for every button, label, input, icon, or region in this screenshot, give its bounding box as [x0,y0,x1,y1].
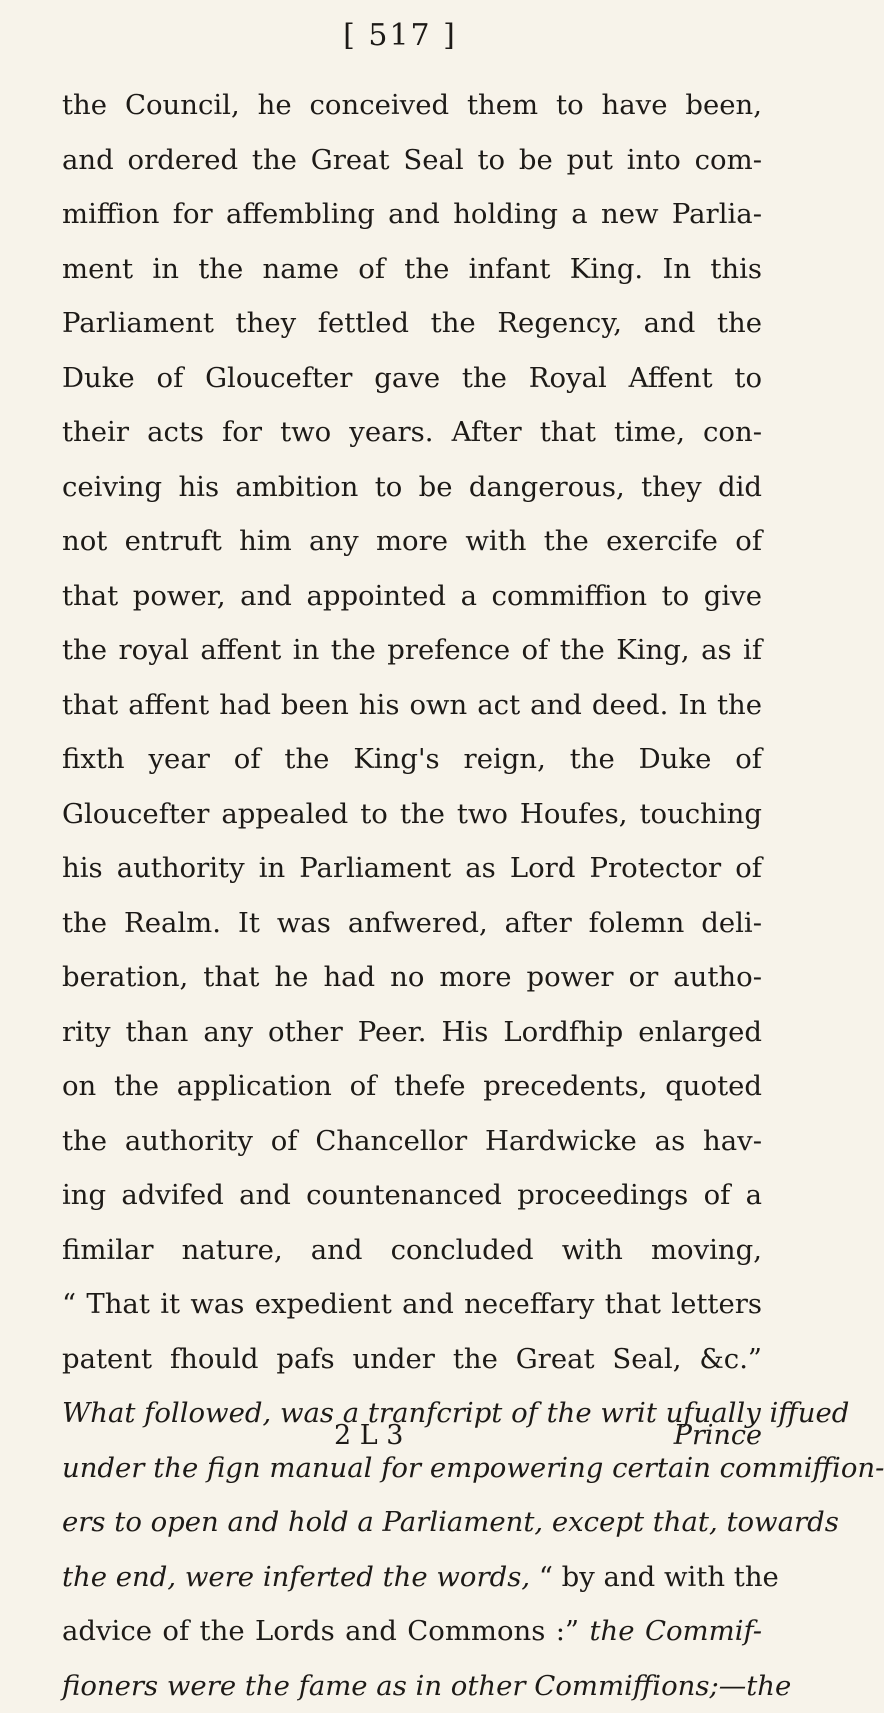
text-line: his authority in Parliament as Lord Protector of [62,841,762,896]
body-text [62,78,762,1713]
text-line: their acts for two years. After that time, con- [62,405,762,460]
text-line: Gloucefter appealed to the two Houfes, touching [62,787,762,842]
text-line: ment in the name of the infant King. In this [62,242,762,297]
roman-segment: “ by and with the [530,1561,779,1593]
signature-mark: 2 L 3 [334,1420,403,1451]
text-line: that affent had been his own act and deed. In the [62,678,762,733]
text-line-italic: fioners were the fame as in other Commiffions;—the [62,1659,762,1713]
text-line: patent fhould pafs under the Great Seal, &c.” [62,1332,762,1387]
page-footer [62,1420,762,1460]
text-line-mixed [62,1604,762,1659]
text-line: miffion for affembling and holding a new Parlia- [62,187,762,242]
text-line: beration, that he had no more power or autho- [62,950,762,1005]
text-line: ing advifed and countenanced proceedings of a [62,1168,762,1223]
text-line: Parliament they fettled the Regency, and the [62,296,762,351]
text-line: that power, and appointed a commiffion to give [62,569,762,624]
italic-segment: the Commif- [590,1615,762,1647]
page-number: [ 517 ] [0,18,800,53]
text-line: the authority of Chancellor Hardwicke as hav- [62,1114,762,1169]
italic-segment: the end, were inferted the words, [62,1561,530,1593]
text-line-italic: What followed, was a tranfcript of the writ ufually iffued [62,1386,762,1441]
text-line: not entruft him any more with the exercife of [62,514,762,569]
text-line-italic: under the fign manual for empowering certain commiffion- [62,1441,762,1496]
text-line: fimilar nature, and concluded with moving, [62,1223,762,1278]
text-line: Duke of Gloucefter gave the Royal Affent to [62,351,762,406]
text-line-mixed [62,1550,762,1605]
text-line: fixth year of the King's reign, the Duke of [62,732,762,787]
text-line: rity than any other Peer. His Lordfhip enlarged [62,1005,762,1060]
text-line: and ordered the Great Seal to be put into com- [62,133,762,188]
text-line: on the application of thefe precedents, quoted [62,1059,762,1114]
text-line: the Council, he conceived them to have been, [62,78,762,133]
text-line: the royal affent in the prefence of the King, as if [62,623,762,678]
catchword: Prince [674,1420,762,1451]
roman-segment: advice of the Lords and Commons :” [62,1615,590,1647]
text-line: the Realm. It was anfwered, after folemn deli- [62,896,762,951]
text-line: “ That it was expedient and neceffary that letters [62,1277,762,1332]
text-line-italic: ers to open and hold a Parliament, except that, towards [62,1495,762,1550]
text-line: ceiving his ambition to be dangerous, they did [62,460,762,515]
